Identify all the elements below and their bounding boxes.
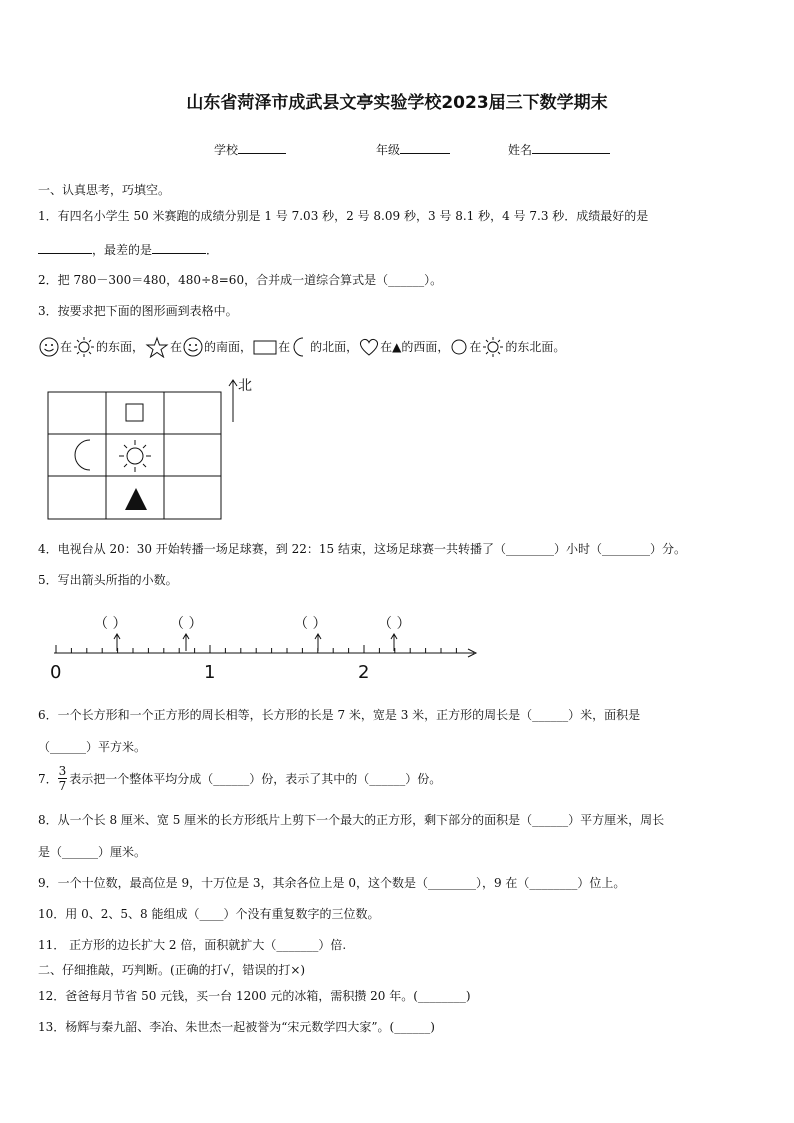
question-7-number: 7． — [38, 771, 58, 786]
pointer-arrow-2 — [183, 634, 189, 651]
section-1-heading: 一、认真思考，巧填空。 — [38, 183, 171, 197]
north-arrow — [229, 380, 237, 422]
school-blank[interactable] — [238, 141, 286, 154]
sun-icon — [72, 336, 96, 358]
question-4: 4．电视台从 20：30 开始转播一场足球赛，到 22：15 结束，这场足球赛一共转播了（________）小时（________）分。 — [38, 542, 686, 556]
rectangle-icon — [252, 338, 278, 356]
tick-label-0: 0 — [50, 662, 62, 683]
question-6-line-1: 6．一个长方形和一个正方形的周长相等，长方形的长是 7 米，宽是 3 米，正方形的周长是（______）米，面积是 — [38, 708, 641, 722]
answer-paren-3[interactable]: （ ） — [294, 616, 327, 632]
page-title: 山东省菏泽市成武县文亭实验学校2023届三下数学期末 — [186, 93, 608, 113]
school-field — [214, 141, 286, 158]
question-8-line-1: 8．从一个长 8 厘米、宽 5 厘米的长方形纸片上剪下一个最大的正方形，剩下部分的面积是（______）平方厘米，周长 — [38, 813, 665, 827]
grade-blank[interactable] — [400, 141, 450, 154]
answer-paren-2[interactable]: （ ） — [170, 616, 203, 632]
pointer-arrow-1 — [114, 634, 120, 651]
pointer-arrow-3 — [315, 634, 321, 651]
moon-icon — [290, 336, 310, 358]
question-1-line-1: 1．有四名小学生 50 米赛跑的成绩分别是 1 号 7.03 秒，2 号 8.09 秒，3 号 8.1 秒，4 号 7.3 秒．成绩最好的是 — [38, 209, 649, 223]
question-6-line-2: （______）平方米。 — [38, 740, 147, 754]
smiley-icon — [182, 336, 204, 358]
question-3: 3．按要求把下面的图形画到表格中。 — [38, 304, 238, 318]
number-line — [44, 608, 484, 684]
star-icon — [144, 336, 170, 358]
question-13: 13．杨辉与秦九韶、李冶、朱世杰一起被誉为“宋元数学四大家”。(______) — [38, 1020, 435, 1034]
smiley-icon — [38, 336, 60, 358]
name-field — [508, 141, 610, 158]
tick-label-2: 2 — [358, 662, 370, 683]
question-8-line-2: 是（______）厘米。 — [38, 845, 147, 859]
circle-icon — [449, 337, 469, 357]
question-11: 11． 正方形的边长扩大 2 倍，面积就扩大（_______）倍. — [38, 938, 347, 952]
question-5: 5．写出箭头所指的小数。 — [38, 573, 178, 587]
question-3-instructions: 在 的东面， 在 的南面， 在 的北面， 在▲的西面， 在 的东北面。 — [38, 336, 565, 358]
q3-grid — [40, 370, 270, 522]
question-12: 12．爸爸每月节省 50 元钱，买一台 1200 元的冰箱，需积攒 20 年。(________) — [38, 989, 471, 1003]
question-1-line-2: ，最差的是 ． — [38, 241, 218, 258]
sun-in-grid[interactable] — [119, 440, 151, 472]
q1-blank-best[interactable] — [38, 241, 92, 254]
sun-icon — [481, 336, 505, 358]
tick-label-1: 1 — [204, 662, 216, 683]
square-in-grid[interactable] — [126, 404, 143, 421]
name-blank[interactable] — [532, 141, 610, 154]
north-label: 北 — [238, 378, 252, 394]
heart-icon — [358, 337, 380, 357]
answer-paren-4[interactable]: （ ） — [378, 616, 411, 632]
question-2: 2．把 780－300＝480，480÷8=60，合并成一道综合算式是（______）。 — [38, 273, 443, 287]
section-2-heading: 二、仔细推敲，巧判断。(正确的打√，错误的打×) — [38, 963, 306, 977]
question-9: 9．一个十位数，最高位是 9，十万位是 3，其余各位上是 0，这个数是（________），9 在（________）位上。 — [38, 876, 626, 890]
question-10: 10．用 0、2、5、8 能组成（____）个没有重复数字的三位数。 — [38, 907, 380, 921]
grade-field — [376, 141, 450, 158]
answer-paren-1[interactable]: （ ） — [94, 616, 127, 632]
question-7: 7． $\frac{3}{7}$ 表示把一个整体平均分成（______）份，表示了其中的（______）份。 — [38, 764, 442, 793]
name-label: 姓名 — [508, 143, 533, 157]
triangle-in-grid[interactable] — [125, 488, 147, 510]
number-line-ticks — [56, 645, 456, 653]
moon-in-grid[interactable] — [75, 440, 90, 470]
grade-label: 年级 — [376, 143, 401, 157]
q1-blank-worst[interactable] — [152, 241, 206, 254]
fraction-three-sevenths: $\frac{3}{7}$ — [58, 764, 67, 793]
pointer-arrow-4 — [391, 634, 397, 651]
school-label: 学校 — [214, 143, 239, 157]
